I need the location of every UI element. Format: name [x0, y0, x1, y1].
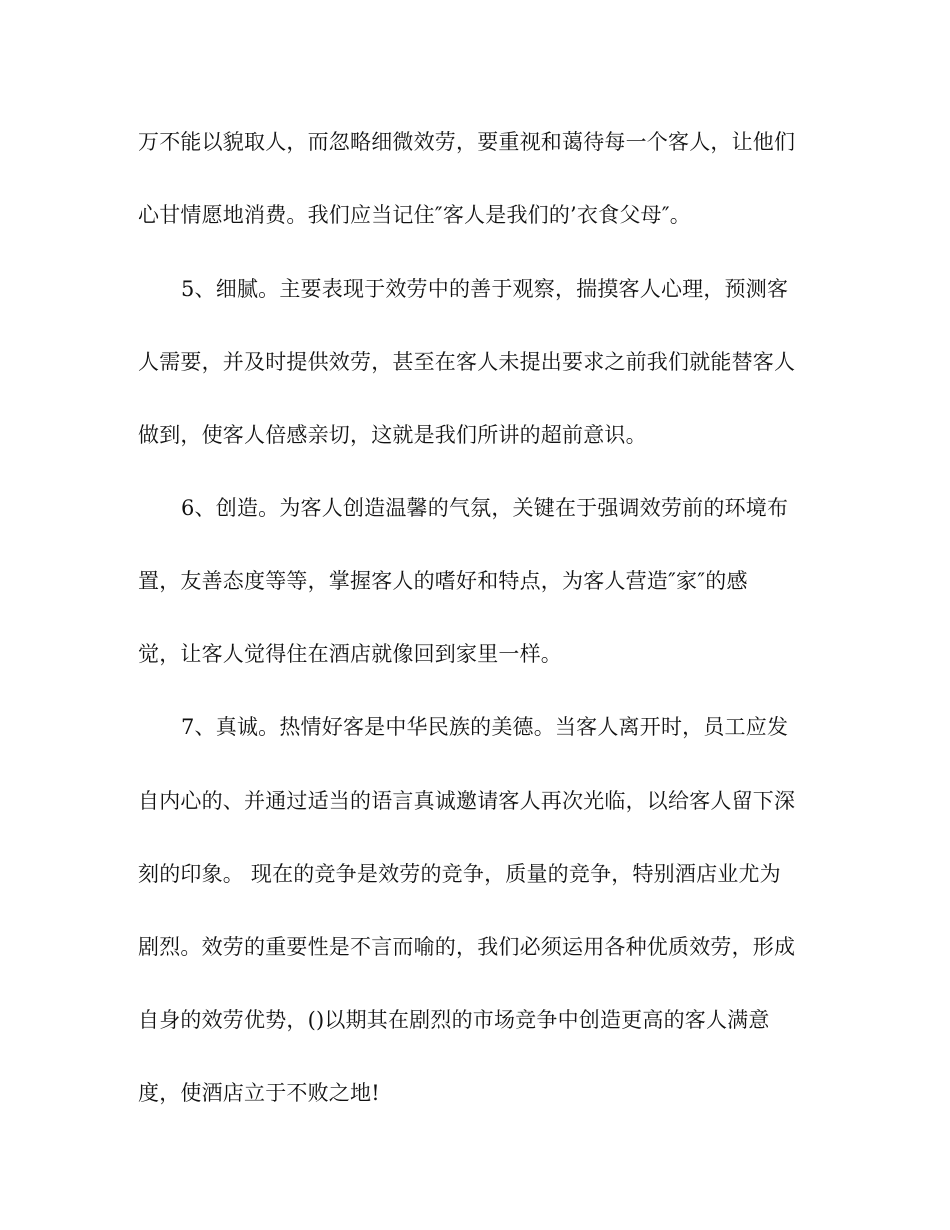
paragraph-line: 自身的效劳优势，()以期其在剧烈的市场竞争中创造更高的客人满意: [138, 1008, 770, 1032]
paragraph-line: 6、创造。为客人创造温馨的气氛，关键在于强调效劳前的环境布: [181, 496, 789, 520]
paragraph-line: 自内心的、并通过适当的语言真诚邀请客人再次光临，以给客人留下深: [138, 789, 796, 813]
paragraph-line: 5、细腻。主要表现于效劳中的善于观察，揣摸客人心理，预测客: [181, 277, 789, 301]
paragraph-line: 7、真诚。热情好客是中华民族的美德。当客人离开时，员工应发: [181, 715, 789, 739]
paragraph-line: 刻的印象。 现在的竞争是效劳的竞争，质量的竞争，特别酒店业尤为: [138, 862, 781, 886]
paragraph-line: 做到，使客人倍感亲切，这就是我们所讲的超前意识。: [138, 423, 647, 447]
paragraph-line: 度，使酒店立于不败之地!: [138, 1081, 380, 1105]
paragraph-line: 觉，让客人觉得住在酒店就像回到家里一样。: [138, 642, 562, 666]
paragraph-line: 置，友善态度等等，掌握客人的嗜好和特点，为客人营造″家″的感: [138, 569, 748, 593]
paragraph-line: 心甘情愿地消费。我们应当记住″客人是我们的’衣食父母″。: [138, 203, 691, 227]
paragraph-line: 万不能以貌取人，而忽略细微效劳，要重视和蔼待每一个客人，让他们: [138, 130, 796, 154]
paragraph-line: 剧烈。效劳的重要性是不言而喻的，我们必须运用各种优质效劳，形成: [138, 935, 796, 959]
paragraph-line: 人需要，并及时提供效劳，甚至在客人未提出要求之前我们就能替客人: [138, 350, 796, 374]
